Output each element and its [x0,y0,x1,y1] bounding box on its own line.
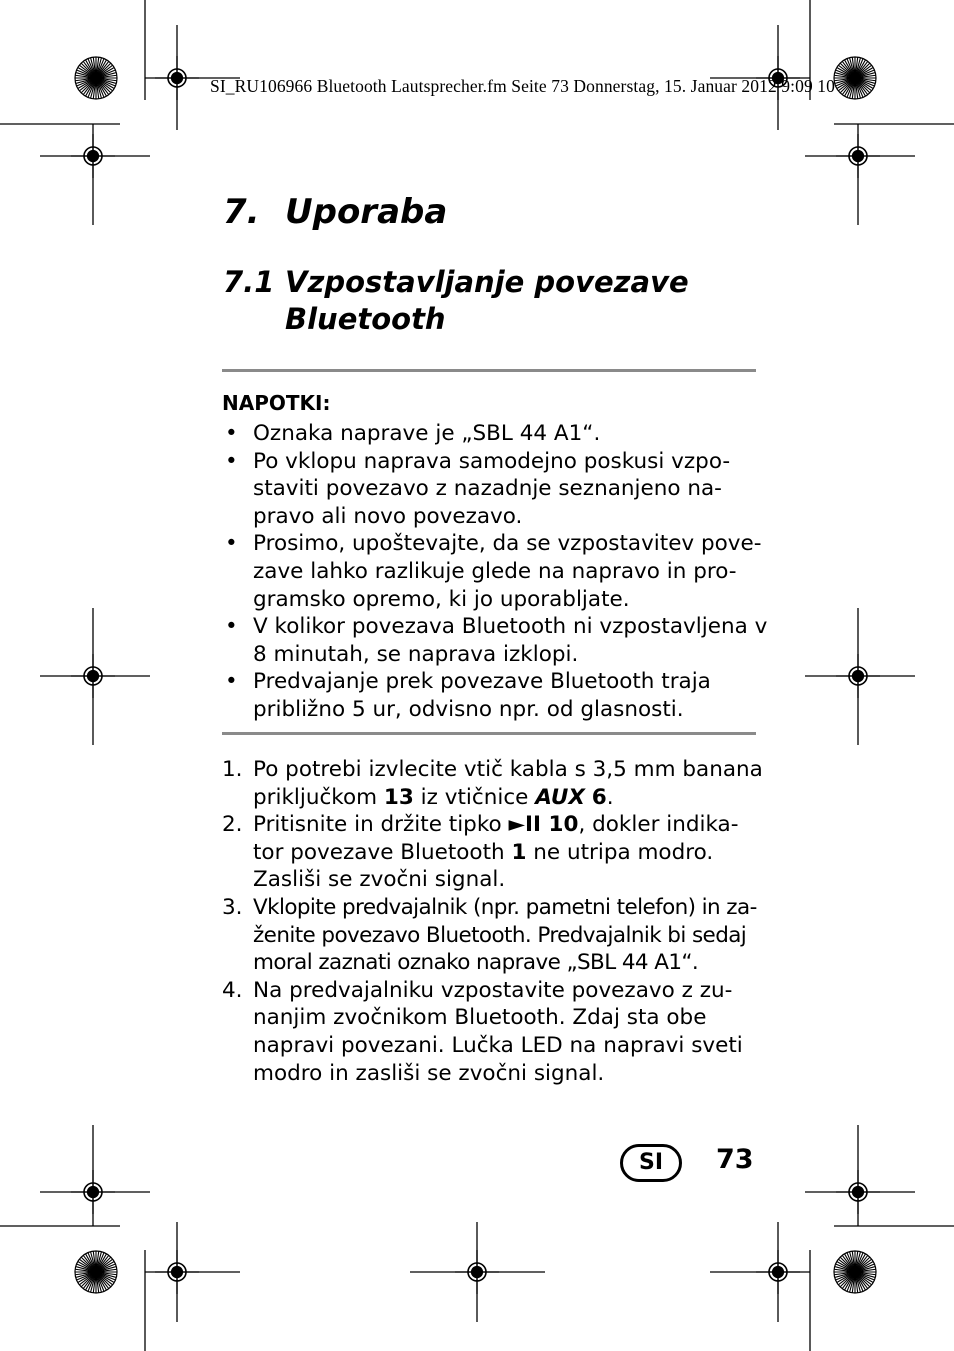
steps-list [222,756,762,1087]
step-line: nanjim zvočnikom Bluetooth. Zdaj sta obe [253,1005,707,1031]
subsection-title-line2: Bluetooth [285,302,446,336]
text-run: , dokler indika- [578,812,739,838]
step-number: 1. [222,757,243,782]
step-line: Na predvajalniku vzpostavite povezavo z zu- [253,977,733,1003]
notes-list-line: Predvajanje prek povezave Bluetooth traja [253,669,711,695]
aux-label: AUX [535,784,585,810]
notes-list-line: Po vklopu naprava samodejno poskusi vzpo- [253,448,731,474]
notes-list-line: 8 minutah, se naprava izklopi. [253,641,579,667]
text-run: ne utripa modro. [526,839,714,865]
section-number: 7. [223,192,260,232]
text-run: . [606,784,614,810]
notes-list-line: staviti povezavo z nazadnje seznanjeno na- [253,476,722,502]
bullet-dot: • [225,669,238,695]
page-number: 73 [716,1144,754,1175]
text-run [585,785,592,810]
bullet-dot: • [225,531,238,557]
print-header: SI_RU106966 Bluetooth Lautsprecher.fm Seite 73 Donnerstag, 15. Januar 2012 9:09 10 [210,76,835,96]
ref-number: 6 [591,784,607,810]
notes-list-line: Prosimo, upoštevajte, da se vzpostavitev pove- [253,531,762,557]
subsection-number: 7.1 [223,265,275,299]
text-run: priključkom [253,784,384,810]
step-line: Po potrebi izvlecite vtič kabla s 3,5 mm banana [253,757,763,782]
play-pause-key-ref: ►II 10 [508,812,579,838]
bullet-dot: • [225,421,238,446]
notes-list-line: zave lahko razlikuje glede na napravo in pro- [253,558,737,584]
bullet-dot: • [225,614,238,640]
notes-list-line: pravo ali novo povezavo. [253,503,523,529]
ref-number: 13 [383,784,414,810]
section-title: Uporaba [285,192,448,232]
step-line: Zasliši se zvočni signal. [253,867,506,893]
step-line: modro in zasliši se zvočni signal. [253,1060,605,1086]
step-line: Vklopite predvajalnik (npr. pametni telefon) in za- [253,894,757,920]
bullet-dot: • [225,448,238,474]
notes-list-item [222,530,762,613]
notes-list-item [222,420,762,448]
notes-title: NAPOTKI: [222,391,331,415]
note-top-rule [222,369,756,372]
language-badge: SI [620,1144,682,1182]
step-1 [222,756,762,811]
subsection-title-line1: Vzpostavljanje povezave [285,265,689,299]
step-line [253,811,762,839]
notes-list-item [222,668,762,723]
notes-list-line: približno 5 ur, odvisno npr. od glasnosti. [253,696,684,722]
notes-list-item [222,448,762,531]
step-line: moral zaznati oznako naprave „SBL 44 A1“. [253,950,699,976]
step-2 [222,811,762,894]
step-line: ženite povezavo Bluetooth. Predvajalnik bi sedaj [253,922,747,948]
subsection-heading [223,264,689,338]
notes-list-line: V kolikor povezava Bluetooth ni vzpostavljena v [253,614,768,640]
text-run: tor povezave Bluetooth [253,839,512,865]
note-bottom-rule [222,732,756,735]
section-heading [223,192,447,232]
ref-number: 1 [511,839,527,865]
notes-list-line: gramsko opremo, ki jo uporabljate. [253,586,630,612]
text-run: iz vtičnice [413,784,536,810]
step-number: 2. [222,812,243,838]
step-3 [222,894,762,977]
step-line [253,839,762,867]
step-line: napravi povezani. Lučka LED na napravi sveti [253,1032,743,1058]
step-number: 4. [222,977,243,1003]
step-number: 3. [222,894,243,920]
notes-list-line: Oznaka naprave je „SBL 44 A1“. [253,421,601,446]
notes-list-item [222,613,768,668]
text-run: Pritisnite in držite tipko [253,812,509,838]
notes-list [222,420,768,724]
step-4 [222,977,762,1087]
step-line [253,784,762,812]
